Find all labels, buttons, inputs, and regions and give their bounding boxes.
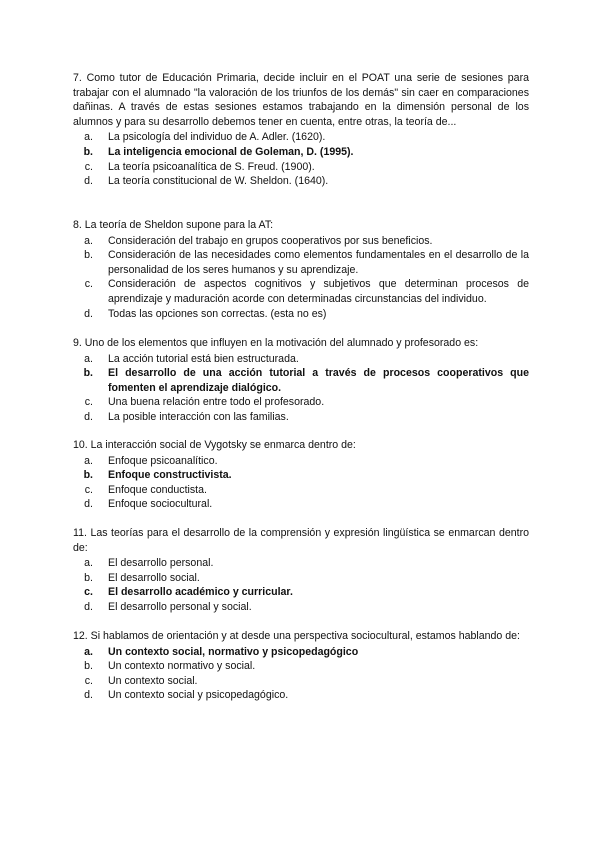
option-letter: d. <box>84 175 93 188</box>
option-letter: d. <box>84 600 93 613</box>
option-text: Un contexto social y psicopedagógico. <box>108 689 289 702</box>
option-letter: b. <box>83 367 93 380</box>
option-b <box>73 248 529 277</box>
option-d <box>73 497 529 512</box>
option-a <box>73 556 529 571</box>
option-a <box>73 234 529 249</box>
option-text: Enfoque constructivista. <box>108 469 232 482</box>
options-list <box>73 234 529 322</box>
option-c <box>73 160 529 175</box>
option-c <box>73 395 529 410</box>
option-letter: b. <box>84 660 93 673</box>
option-letter: c. <box>84 160 93 173</box>
option-a <box>73 352 529 367</box>
option-letter: b. <box>84 249 93 262</box>
option-a <box>73 454 529 469</box>
option-text: El desarrollo social. <box>108 571 200 584</box>
option-letter: c. <box>84 396 93 409</box>
option-text: Consideración de aspectos cognitivos y subjetivos que determinan procesos de aprendizaje y maduración acorde con determinadas circunstancias del individuo. <box>108 278 529 305</box>
question-stem: 11. Las teorías para el desarrollo de la comprensión y expresión lingüística se enmarcan dentro de: <box>73 527 529 554</box>
option-letter: d. <box>84 498 93 511</box>
option-b <box>73 659 529 674</box>
option-text: Consideración del trabajo en grupos cooperativos por sus beneficios. <box>108 234 433 247</box>
option-text: La posible interacción con las familias. <box>108 410 289 423</box>
question-stem: 10. La interacción social de Vygotsky se enmarca dentro de: <box>73 439 356 451</box>
option-letter: a. <box>84 352 93 365</box>
option-text: La acción tutorial está bien estructurada. <box>108 352 299 365</box>
option-text: El desarrollo personal y social. <box>108 600 252 613</box>
option-text: Consideración de las necesidades como elementos fundamentales en el desarrollo de la personalidad de los seres humanos y su aprendizaje. <box>108 249 529 276</box>
option-letter: d. <box>84 410 93 423</box>
option-letter: d. <box>84 307 93 320</box>
option-letter: a. <box>84 557 93 570</box>
option-letter: c. <box>84 278 93 291</box>
option-text: La psicología del individuo de A. Adler. (1620). <box>108 131 326 144</box>
option-text: El desarrollo académico y curricular. <box>108 586 293 599</box>
option-b <box>73 468 529 483</box>
option-letter: a. <box>84 234 93 247</box>
option-a <box>73 645 529 660</box>
options-list <box>73 645 529 703</box>
question-12 <box>73 629 529 703</box>
options-list <box>73 352 529 425</box>
option-letter: a. <box>84 131 93 144</box>
option-d <box>73 410 529 425</box>
option-text: El desarrollo de una acción tutorial a través de procesos cooperativos que fomenten el aprendizaje dialógico. <box>108 367 529 394</box>
option-d <box>73 688 529 703</box>
question-stem: 8. La teoría de Sheldon supone para la AT: <box>73 219 274 231</box>
option-d <box>73 174 529 189</box>
question-9 <box>73 336 529 425</box>
options-list <box>73 454 529 512</box>
option-c <box>73 585 529 600</box>
option-letter: d. <box>84 689 93 702</box>
option-text: La teoría psicoanalítica de S. Freud. (1900). <box>108 160 315 173</box>
option-a <box>73 130 529 145</box>
option-d <box>73 600 529 615</box>
option-b <box>73 571 529 586</box>
option-letter: b. <box>83 469 93 482</box>
option-b <box>73 145 529 160</box>
option-c <box>73 277 529 306</box>
option-text: Enfoque conductista. <box>108 483 207 496</box>
options-list <box>73 556 529 614</box>
question-11 <box>73 526 529 615</box>
option-text: Enfoque sociocultural. <box>108 498 213 511</box>
question-stem: 12. Si hablamos de orientación y at desde una perspectiva sociocultural, estamos hablando de: <box>73 630 520 642</box>
option-c <box>73 483 529 498</box>
question-7 <box>73 71 529 189</box>
question-stem: 9. Uno de los elementos que influyen en la motivación del alumnado y profesorado es: <box>73 337 479 349</box>
option-letter: a. <box>84 454 93 467</box>
option-letter: c. <box>84 674 93 687</box>
option-text: La teoría constitucional de W. Sheldon. (1640). <box>108 175 329 188</box>
option-text: La inteligencia emocional de Goleman, D. (1995). <box>108 145 354 158</box>
question-stem: 7. Como tutor de Educación Primaria, decide incluir en el POAT una serie de sesiones para trabajar con el alumnado "la valoración de los triunfos de los demás" sin caer en comparaciones dañinas. A través de estas sesiones estamos trabajando en la dimensión personal de los alumnos y para su desarrollo debemos tener en cuenta, entre otras, la teoría de... <box>73 72 529 128</box>
question-10 <box>73 438 529 512</box>
option-c <box>73 674 529 689</box>
option-letter: c. <box>84 586 93 599</box>
option-text: Enfoque psicoanalítico. <box>108 454 218 467</box>
option-text: Un contexto social. <box>108 674 198 687</box>
option-letter: c. <box>84 483 93 496</box>
option-text: Un contexto social, normativo y psicopedagógico <box>108 645 359 658</box>
option-text: El desarrollo personal. <box>108 557 214 570</box>
option-b <box>73 366 529 395</box>
question-8 <box>73 218 529 321</box>
option-text: Una buena relación entre todo el profesorado. <box>108 396 325 409</box>
option-text: Todas las opciones son correctas. (esta no es) <box>108 307 327 320</box>
option-letter: a. <box>84 645 93 658</box>
option-d <box>73 307 529 322</box>
option-letter: b. <box>84 571 93 584</box>
option-text: Un contexto normativo y social. <box>108 660 256 673</box>
option-letter: b. <box>83 145 93 158</box>
options-list <box>73 130 529 188</box>
